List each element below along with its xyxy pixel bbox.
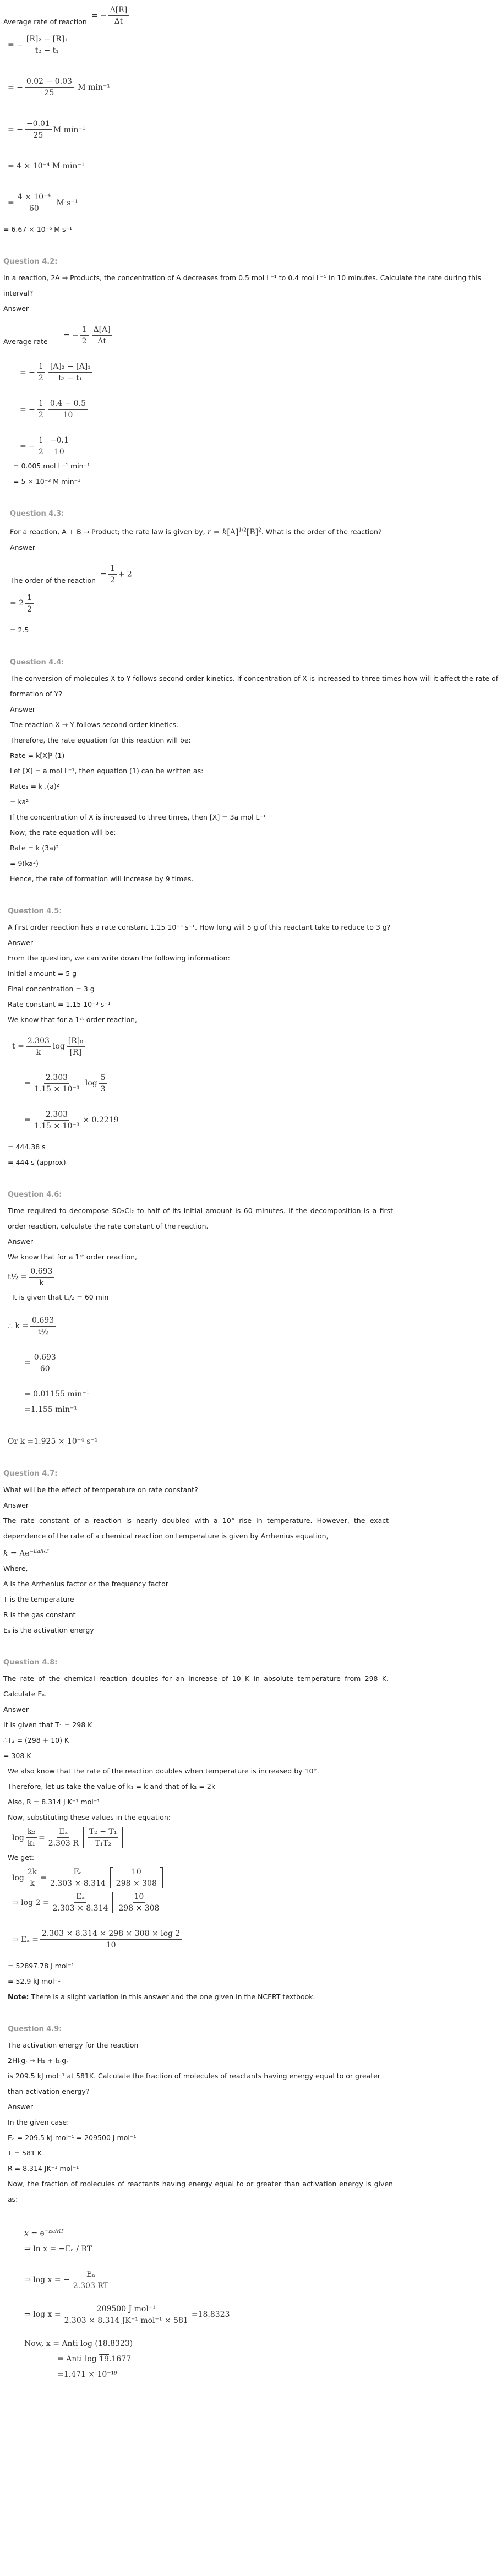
question-4-6 (3, 1187, 499, 1449)
answer-line: The reaction X → Y follows second order kinetics. (10, 720, 179, 729)
answer-line: Also, R = 8.314 J K⁻¹ mol⁻¹ (8, 1798, 100, 1807)
fraction-formula: $x = e^{-Ea/RT}$ (24, 2229, 64, 2238)
step-3: = − $\frac{-0.01}{25}$ M min⁻¹ (8, 119, 86, 140)
question-heading: Question 4.3: (10, 510, 64, 518)
result-1: = 0.005 mol L⁻¹ min⁻¹ (13, 462, 90, 470)
answer-line: T = 581 K (8, 2149, 42, 2158)
result-1: = 444.38 s (8, 1142, 46, 1151)
question-text: Time required to decompose SO₂Cl₂ to half of its initial amount is 60 minutes. If the decomposition is a first order reaction, calculate the rate constant of the reaction. (8, 1206, 393, 1230)
result: = 2.5 (10, 625, 29, 634)
result: = 6.67 × 10⁻⁶ M s⁻¹ (3, 225, 73, 233)
k-formula: ∴ k = $\frac{0.693}{\text{t½}}$ (8, 1316, 499, 1336)
answer-line: = ka² (10, 797, 29, 806)
question-4-3 (3, 506, 499, 638)
answer-label: Answer (8, 2103, 34, 2111)
rate-definition: = − $\frac{\Delta[R]}{\Delta t}$ (91, 6, 131, 26)
question-text: In a reaction, 2A → Products, the concentration of A decreases from 0.5 mol L⁻¹ to 0.4 mol L⁻¹ in 10 minutes. Calculate the rate during this interval? (3, 274, 482, 297)
answer-line: Rate constant = 1.15 10⁻³ s⁻¹ (8, 1000, 111, 1008)
answer-line: Rate = k[X]² (1) (10, 751, 65, 760)
answer-body: The rate constant of a reaction is nearly doubled with a 10° rise in temperature. However, the exact dependence of the rate of a chemical reaction on temperature is given by Arrhenius equation, (3, 1516, 389, 1540)
order-label: The order of the reaction (10, 576, 96, 585)
answer-line: Final concentration = 3 g (8, 984, 95, 993)
definition: T is the temperature (3, 1595, 74, 1604)
question-4-4 (3, 654, 499, 887)
result-1: = 52897.78 J mol⁻¹ (8, 1962, 74, 1971)
question-heading: Question 4.9: (8, 2025, 62, 2034)
question-heading: Question 4.7: (3, 1469, 58, 1478)
question-4-5 (3, 903, 499, 1170)
question-text: The rate of the chemical reaction doubles for an increase of 10 K in absolute temperature from 298 K. Calculate Eₐ. (3, 1674, 389, 1699)
intro: We know that for a 1ˢᵗ order reaction, (8, 1252, 138, 1261)
avg-rate-label: Average rate (3, 337, 48, 346)
log-evaluation: ⇒ log x = $\frac{\text{209500 J mol⁻¹}}{\text{2.303 × 8.314 JK⁻¹ mol⁻¹ × 581}}$ =18.8323 (24, 2304, 230, 2325)
question-4-1-answer (3, 6, 499, 237)
answer-line: Therefore, let us take the value of k₁ = k and that of k₂ = 2k (8, 1782, 216, 1791)
step-5: = $\frac{\text{4 × 10⁻⁴}}{60}$ M s⁻¹ (8, 193, 78, 213)
answer-label: Answer (3, 1500, 29, 1509)
answer-line: If the concentration of X is increased to three times, then [X] = 3a mol L⁻¹ (10, 812, 266, 821)
answer-line: From the question, we can write down the following information: (8, 953, 230, 962)
note: Note: There is a slight variation in this answer and the one given in the NCERT textbook. (8, 1993, 315, 2001)
definition: A is the Arrhenius factor or the frequency factor (3, 1580, 168, 1589)
question-heading: Question 4.4: (10, 658, 64, 667)
question-line: is 209.5 kJ mol⁻¹ at 581K. Calculate the fraction of molecules of reactants having energy equal to or greater than activation energy? (8, 2072, 380, 2096)
answer-label: Answer (8, 938, 34, 947)
answer-label: Answer (8, 1237, 34, 1246)
answer-line: Now, the rate equation will be: (10, 828, 116, 837)
answer-line: Now, the fraction of molecules of reactants having energy equal to or greater than activation energy is given as: (8, 2180, 393, 2204)
step-1: = − $\frac{\text{[R]₂ − [R]₁}}{\text{t₂ − t₁}}$ (3, 35, 499, 55)
question-heading: Question 4.8: (3, 1658, 58, 1667)
question-heading: Question 4.2: (3, 258, 58, 266)
rate-definition: = − $\frac{1}{2}$ $\frac{\Delta[A]}{\Delta t}$ (63, 325, 114, 346)
answer-label: Answer (10, 705, 36, 713)
definition: R is the gas constant (3, 1611, 76, 1619)
substituted-equation: log $\frac{2k}{k}$ = $\frac{\text{Eₐ}}{2.303 \times 8.314}$ $\frac{10}{298 \times 308}$ (3, 1868, 499, 1888)
answer-line: We know that for a 1ˢᵗ order reaction, (8, 1015, 138, 1024)
ln-form: ⇒ ln x = −Eₐ / RT (24, 2244, 92, 2253)
result-2: = 52.9 kJ mol⁻¹ (8, 1977, 61, 1986)
question-text: A first order reaction has a rate constant 1.15 10⁻³ s⁻¹. How long will 5 g of this reactant take to reduce to 3 g? (8, 923, 391, 931)
where-label: Where, (3, 1564, 28, 1573)
step-2: = − $\frac{0.02 - 0.03}{25}$ M min⁻¹ (8, 77, 110, 97)
question-4-7 (3, 1466, 499, 1639)
answer-line: Now, substituting these values in the equation: (8, 1813, 171, 1822)
step-3: = − $\frac{1}{2}$ $\frac{-0.1}{10}$ (3, 436, 499, 456)
result-1: = 0.01155 min⁻¹ (24, 1389, 90, 1399)
answer-line: Let [X] = a mol L⁻¹, then equation (1) can be written as: (10, 766, 204, 775)
substitution: = $\frac{2.303}{\text{1.15 × 10⁻³}}$ log $\frac{5}{3}$ (8, 1073, 499, 1094)
result-3: Or k =1.925 × 10⁻⁴ s⁻¹ (8, 1437, 98, 1446)
result-2: = 5 × 10⁻³ M min⁻¹ (13, 477, 81, 485)
mixed-fraction: = 2 $\frac{1}{2}$ (10, 593, 499, 614)
evaluation: = $\frac{2.303}{\text{1.15 × 10⁻³}}$ × 0.2219 (24, 1110, 119, 1131)
avg-rate-label: Average rate of reaction (3, 18, 87, 26)
answer-line: In the given case: (8, 2118, 69, 2127)
answer-line: ∴T₂ = (298 + 10) K (3, 1736, 69, 1745)
rate-law: $r = k[A]^{1/2}[B]^2$ (207, 527, 261, 537)
question-text: The conversion of molecules X to Y follows second order kinetics. If concentration of X is increased to three times how will it affect the rate of formation of Y? (10, 674, 499, 698)
result-2: =1.155 min⁻¹ (24, 1405, 78, 1414)
question-heading: Question 4.5: (8, 907, 62, 915)
answer-line: Hence, the rate of formation will increase by 9 times. (10, 874, 194, 883)
order-expression: = $\frac{1}{2}$ + 2 (100, 564, 132, 585)
answer-line: = 9(ka²) (10, 859, 39, 867)
step-4: = 4 × 10⁻⁴ M min⁻¹ (8, 162, 85, 171)
answer-label: Answer (3, 1705, 29, 1714)
arrhenius-two-temp: log $\frac{\text{k₂}}{\text{k₁}}$ = $\frac{\text{Eₐ}}{2.303 R}$ $\frac{\text{T₂ − T₁}}{\text{T₁T₂}}$ (3, 1827, 499, 1848)
question-text: For a reaction, A + B → Product; the rate law is given by, $r = k[A]^{1/2}[B]^2$. What is the order of the reaction? (10, 527, 382, 537)
question-line: The activation energy for the reaction (8, 2041, 139, 2050)
antilog: Now, x = Anti log (18.8323) (24, 2339, 133, 2348)
answer-line: R = 8.314 JK⁻¹ mol⁻¹ (8, 2164, 79, 2173)
log2-equation: ⇒ log 2 = $\frac{\text{Eₐ}}{2.303 \times 8.314}$ $\frac{10}{298 \times 308}$ (3, 1892, 499, 1913)
answer-line: = 308 K (3, 1751, 31, 1760)
step-2: = − $\frac{1}{2}$ $\frac{0.4 - 0.5}{10}$ (3, 399, 499, 419)
definition: Eₐ is the activation energy (3, 1626, 94, 1635)
answer-label: Answer (3, 304, 29, 313)
answer-line: Eₐ = 209.5 kJ mol⁻¹ = 209500 J mol⁻¹ (8, 2133, 137, 2142)
answer-line: It is given that T₁ = 298 K (3, 1721, 92, 1729)
log-form: ⇒ log x = − $\frac{\text{Eₐ}}{2.303 RT}$ (24, 2269, 108, 2290)
ea-equation: ⇒ Eₐ = $\frac{2.303 \times 8.314 \times 298 \times 308 \times \log 2}{10}$ (3, 1929, 499, 1950)
result-2: = 444 s (approx) (8, 1158, 66, 1166)
k-substitution: = $\frac{0.693}{60}$ (8, 1353, 499, 1373)
question-text: What will be the effect of temperature on rate constant? (3, 1485, 198, 1494)
answer-line: Therefore, the rate equation for this reaction will be: (10, 735, 191, 744)
question-4-2 (3, 254, 499, 489)
answer-label: Answer (10, 543, 36, 552)
step-1: = − $\frac{1}{2}$ $\frac{\text{[A]₂ − [A]₁}}{\text{t₂ − t₁}}$ (3, 362, 499, 383)
question-4-9 (3, 2021, 499, 2382)
question-4-8 (3, 1655, 499, 2005)
final-result: =1.471 × 10⁻¹⁹ (57, 2370, 117, 2379)
first-order-formula: t = $\frac{2.303}{k}$ log $\frac{\text{[R]₀}}{[R]}$ (8, 1036, 499, 1057)
answer-line: Initial amount = 5 g (8, 969, 77, 978)
we-get: We get: (8, 1853, 35, 1862)
question-heading: Question 4.6: (8, 1190, 62, 1199)
arrhenius-equation: $k = Ae^{-Ea/RT}$ (3, 1548, 49, 1558)
half-life-formula: t½ = $\frac{0.693}{k}$ (8, 1267, 499, 1287)
antilog-bar: = Anti log 19.1677 (57, 2354, 132, 2364)
answer-line: Rate = k (3a)² (10, 843, 59, 852)
reaction-equation: 2HI₍g₎ → H₂ + I₂₍g₎ (8, 2056, 68, 2065)
answer-line: Rate₁ = k .(a)² (10, 782, 59, 790)
given: It is given that t₁/₂ = 60 min (12, 1292, 109, 1301)
answer-line: We also know that the rate of the reaction doubles when temperature is increased by 10°. (8, 1767, 319, 1776)
